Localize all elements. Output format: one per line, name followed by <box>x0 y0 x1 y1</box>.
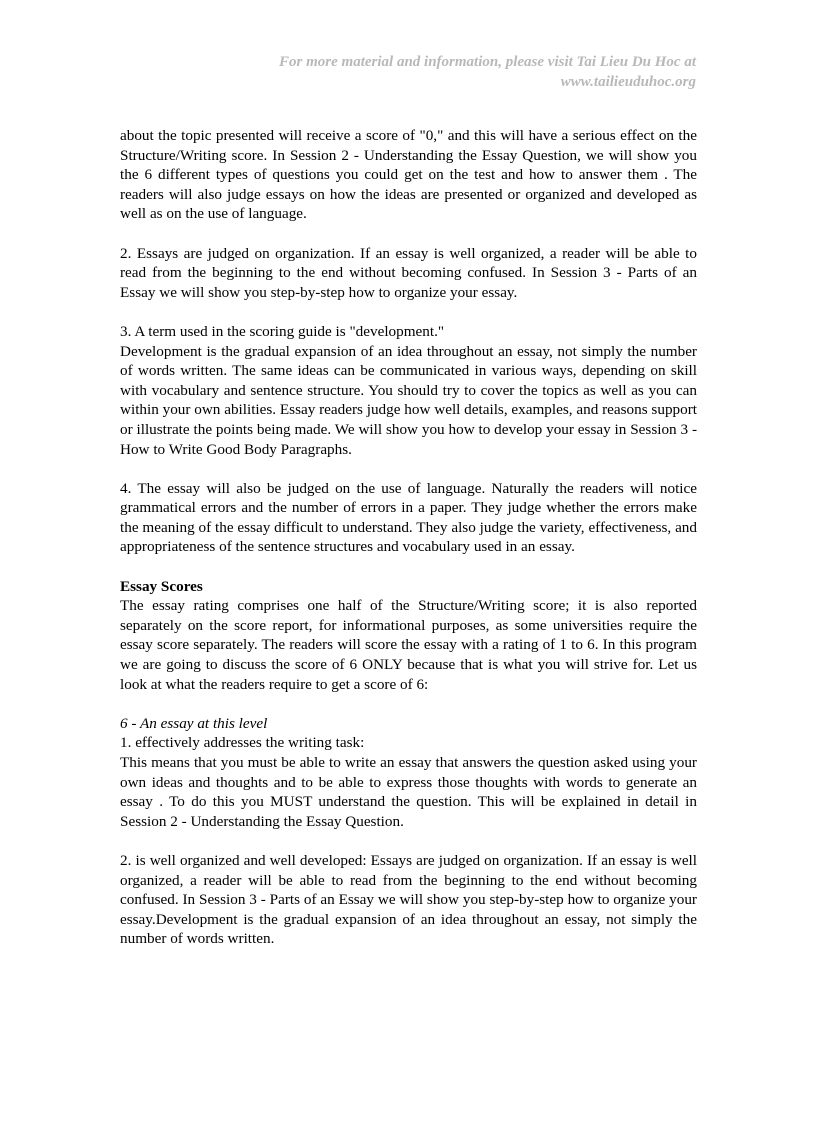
page-header <box>136 52 696 92</box>
criterion-1-body: This means that you must be able to write an essay that answers the question asked using your own ideas and thoughts and to be able to express those thoughts with words to generate an essay . To do this you MUST understand the question. This will be explained in detail in Session 2 - Understanding the Essay Question. <box>120 754 697 830</box>
paragraph-organization: 2. Essays are judged on organization. If an essay is well organized, a reader will be able to read from the beginning to the end without becoming confused. In Session 3 - Parts of an Essay we will show you step-by-step how to organize your essay. <box>120 244 697 301</box>
header-line-1: For more material and information, please visit Tai Lieu Du Hoc at <box>279 54 696 70</box>
criterion-2: 2. is well organized and well developed: Essays are judged on organization. If an essay is well organized, a reader will be able to read from the beginning to the end without becoming confused. In Session 3 - Parts of an Essay we will show you step-by-step how to organize your essay.Development is the gradual expansion of an idea throughout an essay, not simply the number of words written. <box>120 851 697 948</box>
paragraph-essay-scores: The essay rating comprises one half of the Structure/Writing score; it is also reported separately on the score report, for informational purposes, as some universities require the essay score separately. The readers will score the essay with a rating of 1 to 6. In this program we are going to discuss the score of 6 ONLY because that is what you will strive for. Let us look at what the readers require to get a score of 6: <box>120 597 697 693</box>
criterion-1-title: 1. effectively addresses the writing task: <box>120 734 365 752</box>
header-url: www.tailieuduhoc.org <box>560 74 696 90</box>
paragraph-language: 4. The essay will also be judged on the use of language. Naturally the readers will notice grammatical errors and the number of errors in a paper. They judge whether the errors make the meaning of the essay difficult to understand. They also judge the variety, effectiveness, and appropriateness of the sentence structures and vocabulary used in an essay. <box>120 479 697 556</box>
paragraph-development: Development is the gradual expansion of an idea throughout an essay, not simply the number of words written. The same ideas can be communicated in various ways, depending on skill with vocabulary and sentence structure. You should try to cover the topics as well as you can within your own abilities. Essay readers judge how well details, examples, and reasons support or illustrate the points being made. We will show you how to develop your essay in Session 3 - How to Write Good Body Paragraphs. <box>120 342 697 458</box>
level-heading: 6 - An essay at this level <box>120 714 268 732</box>
section-heading-essay-scores: Essay Scores <box>120 577 203 595</box>
paragraph-development-term: 3. A term used in the scoring guide is "development." <box>120 322 445 340</box>
document-body <box>120 126 697 949</box>
paragraph-intro-continued: about the topic presented will receive a score of "0," and this will have a serious effect on the Structure/Writing score. In Session 2 - Understanding the Essay Question, we will show you the 6 different types of questions you could get on the test and how to answer them . The readers will also judge essays on how the ideas are presented or organized and developed as well as on the use of language. <box>120 127 697 223</box>
